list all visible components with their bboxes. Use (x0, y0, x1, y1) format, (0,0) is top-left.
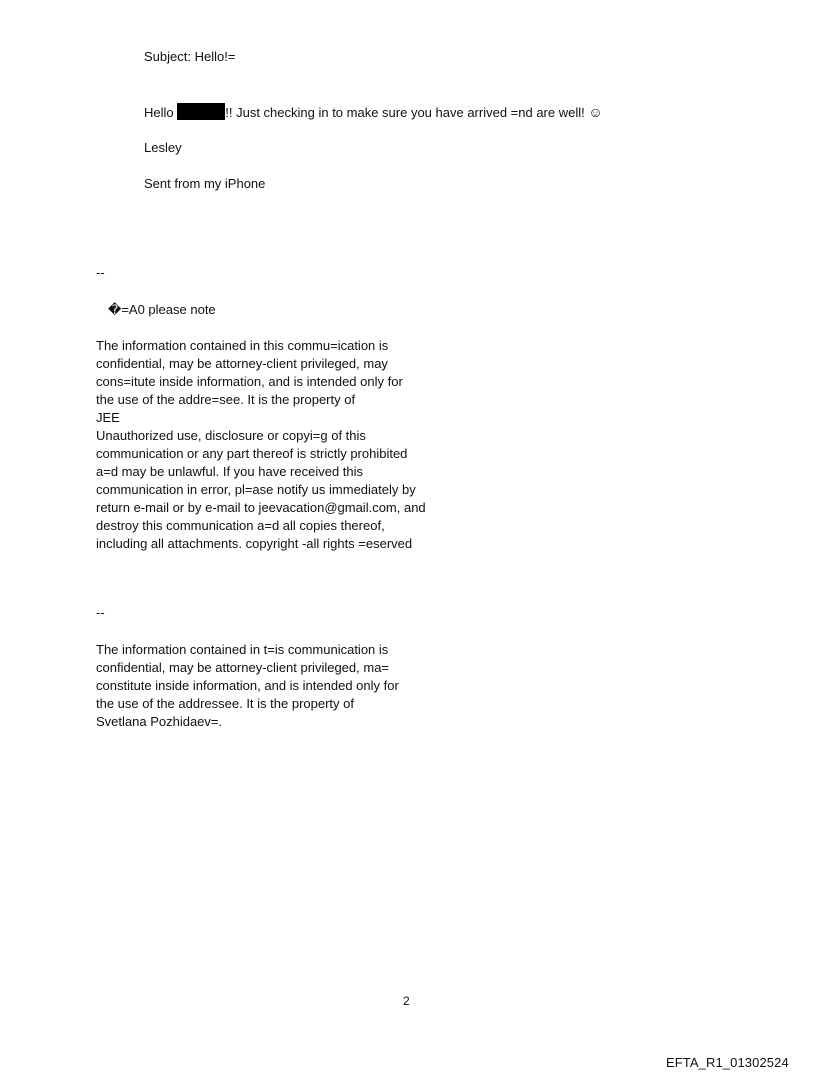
email-subject: Subject: Hello!= (144, 49, 236, 64)
disclaimer-line: communication in error, pl=ase notify us immediately by (96, 482, 416, 497)
redaction-block (177, 103, 225, 120)
footer1-separator: -- (96, 265, 105, 280)
disclaimer-line: The information contained in this commu=ication is (96, 338, 389, 353)
disclaimer-line: The information contained in t=is communication is (96, 642, 389, 657)
disclaimer-line: the use of the addressee. It is the property of (96, 696, 354, 711)
footer2-disclaimer (96, 641, 399, 731)
disclaimer-line: destroy this communication a=d all copies thereof, (96, 518, 385, 533)
footer1-disclaimer (96, 337, 426, 553)
smiley-icon: ☺ (588, 104, 603, 120)
footer1-note: �=A0 please note (108, 302, 216, 317)
greeting-prefix: Hello (144, 105, 178, 120)
sent-from-line: Sent from my iPhone (144, 176, 266, 191)
disclaimer-line: JEE (96, 410, 120, 425)
disclaimer-line: constitute inside information, and is intended only for (96, 678, 399, 693)
disclaimer-line: confidential, may be attorney-client privileged, ma= (96, 660, 390, 675)
disclaimer-line: return e-mail or by e-mail to jeevacation@gmail.com, and (96, 500, 426, 515)
email-signature: Lesley (144, 140, 182, 155)
footer2-separator: -- (96, 605, 105, 620)
email-greeting (144, 103, 603, 122)
disclaimer-line: cons=itute inside information, and is intended only for (96, 374, 403, 389)
disclaimer-line: Unauthorized use, disclosure or copyi=g of this (96, 428, 366, 443)
disclaimer-line: confidential, may be attorney-client privileged, may (96, 356, 388, 371)
disclaimer-line: communication or any part thereof is strictly prohibited (96, 446, 408, 461)
greeting-text: !! Just checking in to make sure you have arrived =nd are well! (225, 105, 589, 120)
document-id: EFTA_R1_01302524 (666, 1055, 789, 1070)
disclaimer-line: Svetlana Pozhidaev=. (96, 714, 223, 729)
disclaimer-line: a=d may be unlawful. If you have received this (96, 464, 364, 479)
disclaimer-line: the use of the addre=see. It is the property of (96, 392, 356, 407)
disclaimer-line: including all attachments. copyright -all rights =eserved (96, 536, 413, 551)
page-number: 2 (403, 994, 410, 1008)
